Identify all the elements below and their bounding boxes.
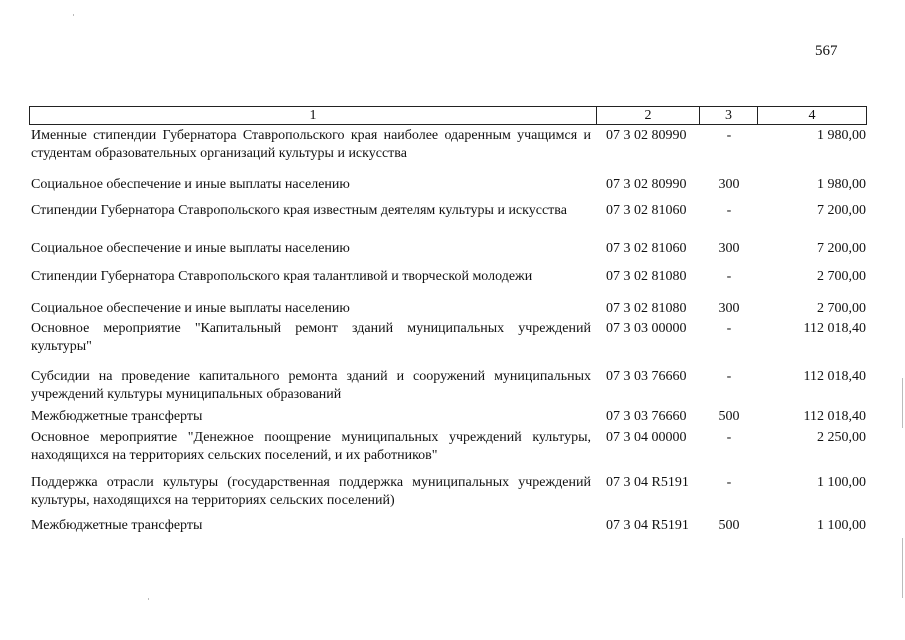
header-col-3: 3 [700, 107, 758, 124]
row-code: 07 3 03 00000 [606, 321, 687, 336]
row-code: 07 3 03 76660 [606, 409, 687, 424]
header-col-4: 4 [808, 108, 816, 123]
row-code: 07 3 02 81080 [606, 269, 687, 284]
row-type: 500 [718, 518, 740, 533]
row-type: 300 [718, 301, 740, 316]
row-name: Основное мероприятие "Денежное поощрение муниципальных учреждений культуры, находящихся на территориях сельских поселений, и их работников" [31, 430, 591, 463]
row-type: - [726, 269, 732, 284]
row-code: 07 3 02 80990 [606, 177, 687, 192]
row-name: Межбюджетные трансферты [31, 409, 203, 424]
row-name: Межбюджетные трансферты [31, 518, 203, 533]
row-code: 07 3 02 80990 [606, 128, 687, 143]
row-name: Социальное обеспечение и иные выплаты населению [31, 301, 350, 316]
row-amount: 2 700,00 [817, 269, 866, 284]
row-name: Социальное обеспечение и иные выплаты населению [31, 177, 350, 192]
row-code: 07 3 02 81060 [606, 241, 687, 256]
row-amount: 2 700,00 [817, 301, 866, 316]
row-type: - [726, 203, 732, 218]
row-code: 07 3 02 81080 [606, 301, 687, 316]
row-type: - [726, 430, 732, 445]
row-code: 07 3 02 81060 [606, 203, 687, 218]
row-name: Стипендии Губернатора Ставропольского края талантливой и творческой молодежи [31, 269, 533, 284]
row-amount: 7 200,00 [817, 241, 866, 256]
row-type: - [726, 369, 732, 384]
row-code: 07 3 04 R5191 [606, 475, 689, 490]
page-number: 567 [815, 43, 838, 59]
row-amount: 112 018,40 [803, 409, 866, 424]
row-code: 07 3 04 00000 [606, 430, 687, 445]
row-code: 07 3 03 76660 [606, 369, 687, 384]
header-col-2: 2 [597, 107, 700, 124]
row-amount: 2 250,00 [817, 430, 866, 445]
row-name: Именные стипендии Губернатора Ставропольского края наиболее одаренным учащимся и студентам образовательных организаций культуры и искусства [31, 128, 591, 161]
row-name: Основное мероприятие "Капитальный ремонт зданий муниципальных учреждений культуры" [31, 321, 591, 354]
row-amount: 7 200,00 [817, 203, 866, 218]
row-name: Социальное обеспечение и иные выплаты населению [31, 241, 350, 256]
row-amount: 1 100,00 [817, 475, 866, 490]
scan-speck [73, 14, 74, 16]
row-name: Субсидии на проведение капитального ремонта зданий и сооружений муниципальных учреждений культуры муниципальных образований [31, 369, 591, 402]
scan-edge-line [902, 378, 903, 428]
row-name: Поддержка отрасли культуры (государственная поддержка муниципальных учреждений культуры, находящихся на территориях сельских поселений) [31, 475, 591, 508]
header-col-1: 1 [30, 107, 597, 124]
table-header [29, 106, 867, 125]
row-type: - [726, 321, 732, 336]
row-amount: 112 018,40 [803, 369, 866, 384]
scan-speck [148, 598, 149, 600]
row-amount: 112 018,40 [803, 321, 866, 336]
row-amount: 1 980,00 [817, 128, 866, 143]
row-amount: 1 980,00 [817, 177, 866, 192]
row-name: Стипендии Губернатора Ставропольского края известным деятелям культуры и искусства [31, 203, 567, 218]
row-type: - [726, 475, 732, 490]
row-type: - [726, 128, 732, 143]
row-type: 300 [718, 241, 740, 256]
row-amount: 1 100,00 [817, 518, 866, 533]
row-code: 07 3 04 R5191 [606, 518, 689, 533]
row-type: 300 [718, 177, 740, 192]
row-type: 500 [718, 409, 740, 424]
scan-edge-line [902, 538, 903, 598]
